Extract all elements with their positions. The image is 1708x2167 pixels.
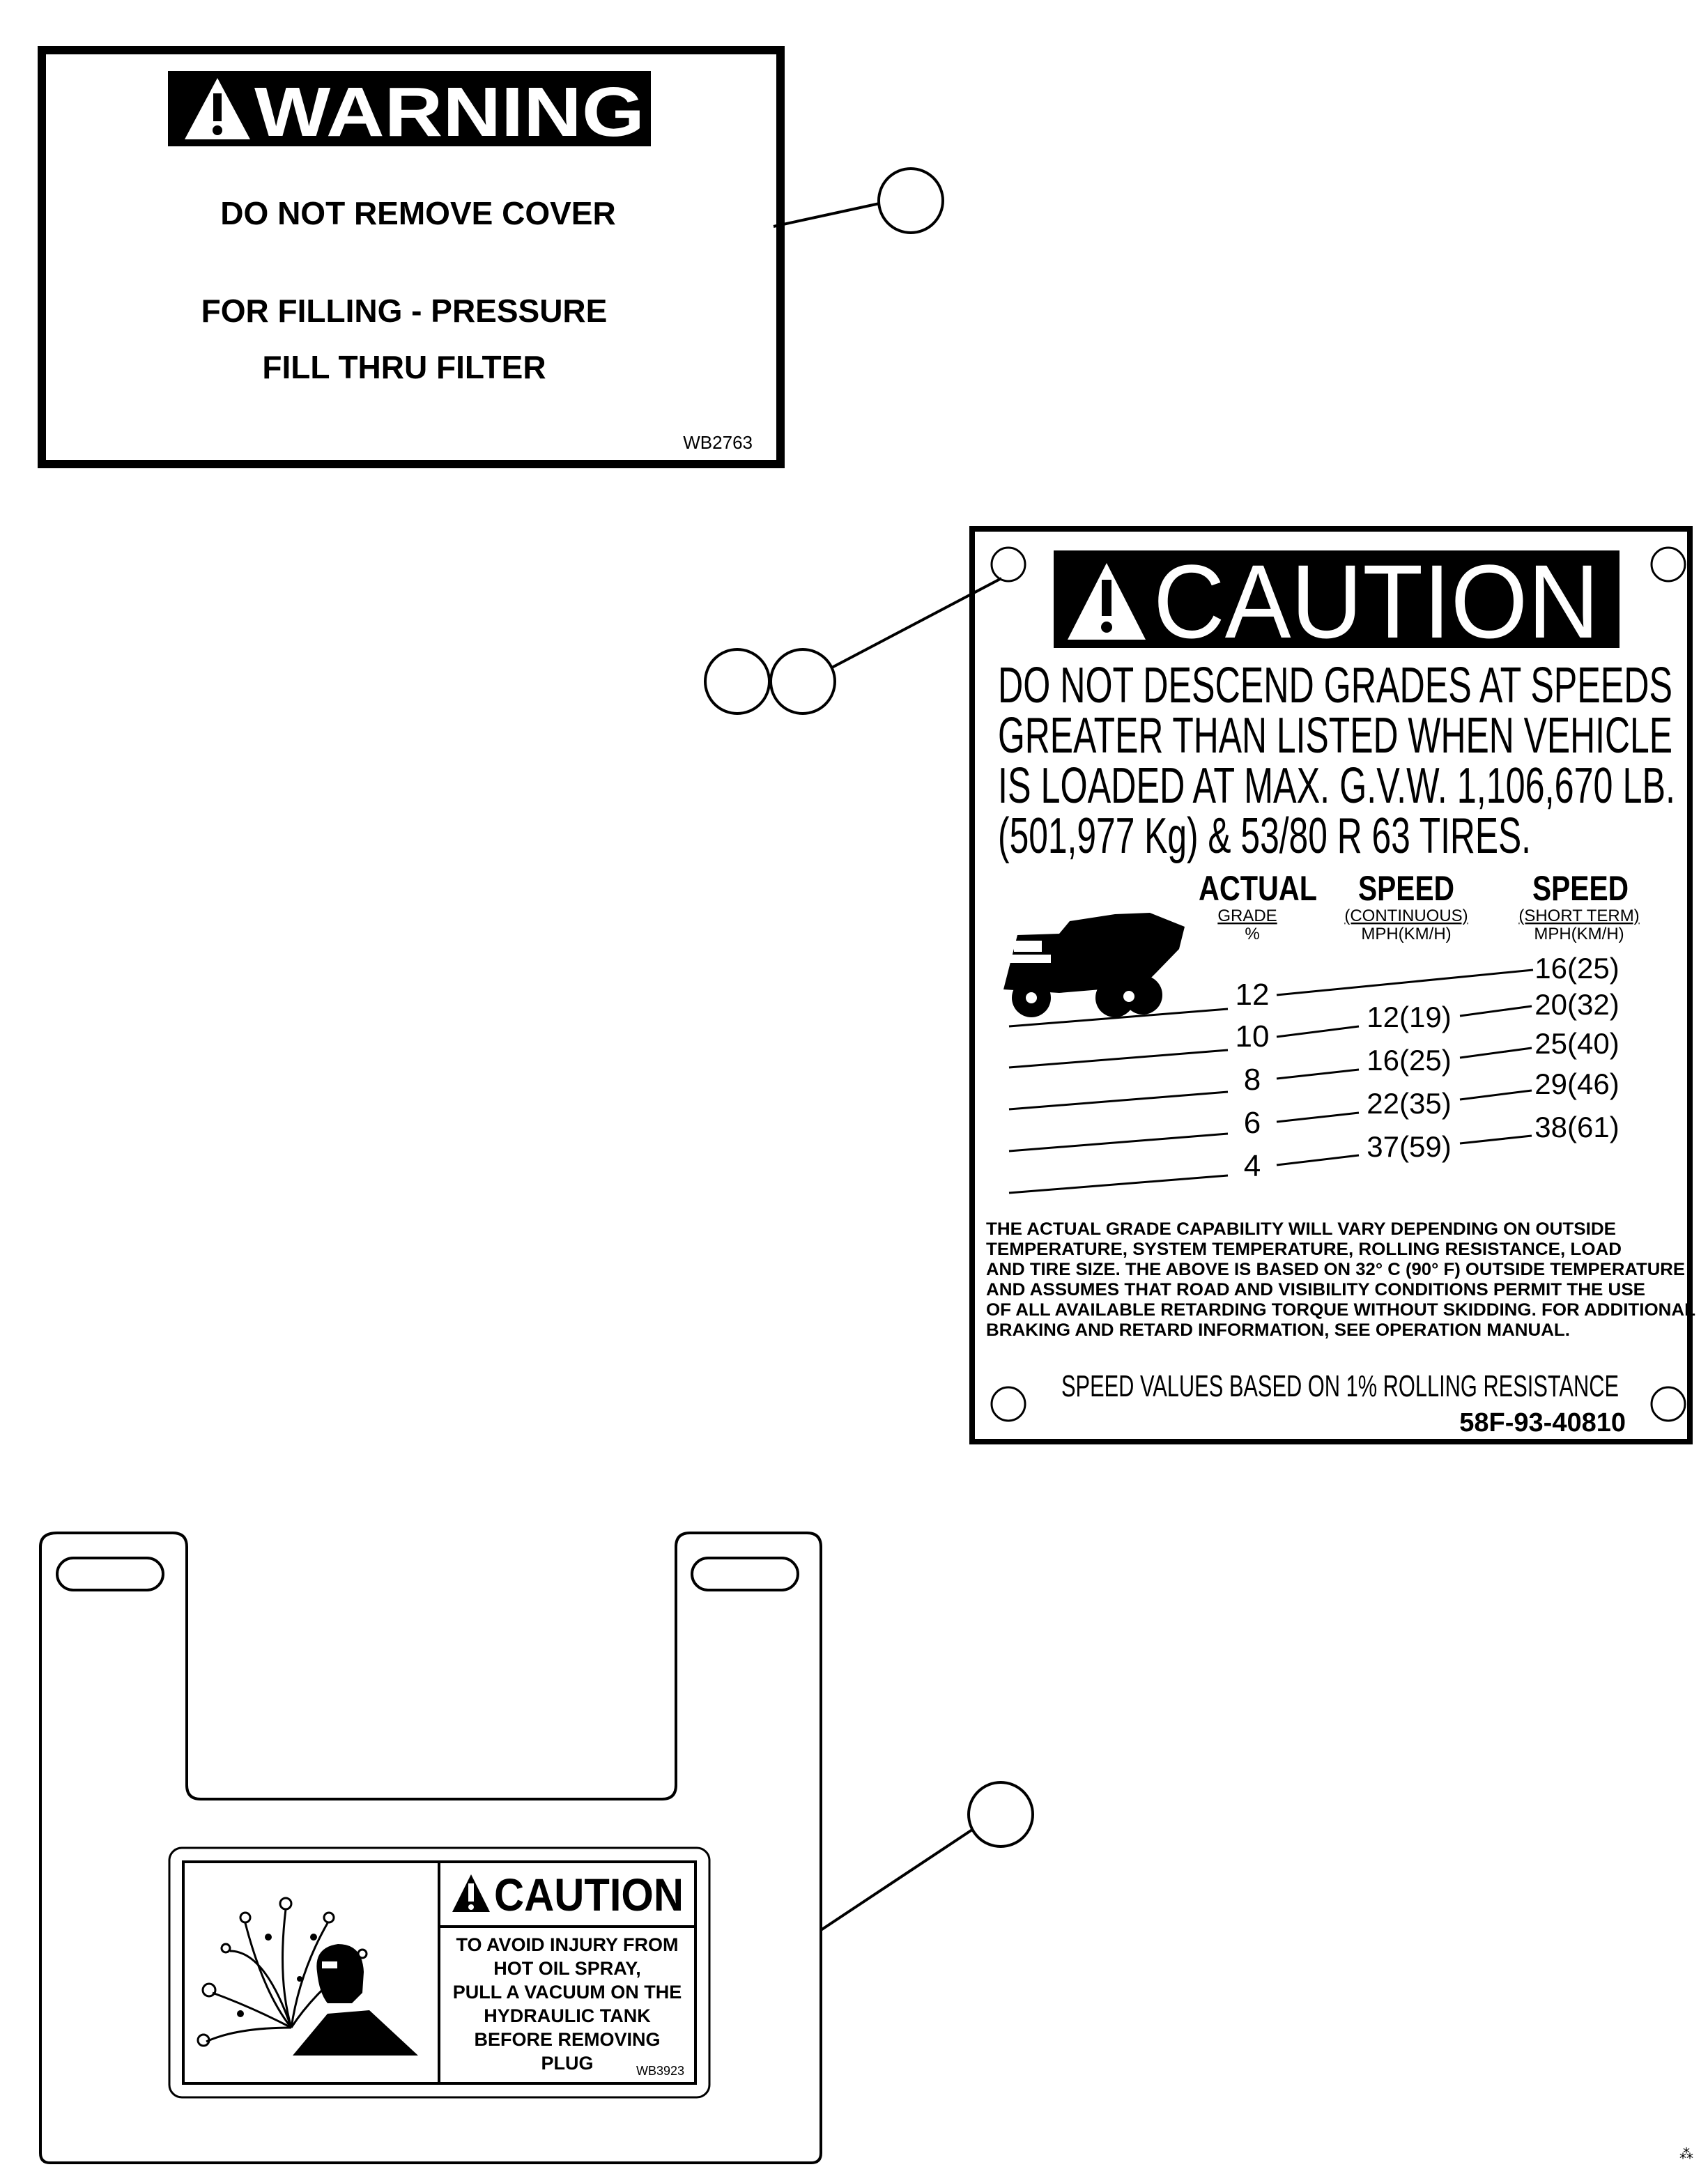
short-term-speed-5: 38(61) bbox=[1534, 1111, 1619, 1143]
continuous-speed-8: 16(25) bbox=[1367, 1044, 1452, 1077]
oil-caution-header-text: CAUTION bbox=[494, 1869, 684, 1920]
grade-col-title: ACTUAL bbox=[1199, 869, 1317, 908]
oil-caution-code: WB3923 bbox=[636, 2064, 684, 2078]
caution-line-1: DO NOT DESCEND GRADES AT SPEEDS bbox=[998, 658, 1672, 714]
grade-value-8: 8 bbox=[1243, 1063, 1261, 1097]
mounting-hole-top-right bbox=[1652, 548, 1685, 581]
corner-mark: ⁂ bbox=[1679, 2147, 1693, 2162]
short-term-speed-1: 16(25) bbox=[1534, 952, 1619, 985]
oil-caution-line-5: BEFORE REMOVING bbox=[474, 2029, 661, 2050]
grade-value-6: 6 bbox=[1243, 1106, 1261, 1140]
oil-caution-line-1: TO AVOID INJURY FROM bbox=[456, 1934, 679, 1955]
mounting-hole-bottom-left bbox=[992, 1387, 1025, 1421]
warning-label bbox=[42, 50, 780, 464]
warning-line-2: FOR FILLING - PRESSURE bbox=[201, 293, 608, 329]
continuous-speed-10: 12(19) bbox=[1367, 1001, 1452, 1033]
warning-line-3: FILL THRU FILTER bbox=[262, 349, 546, 385]
caution-grade-label bbox=[972, 529, 1695, 1442]
short-term-col-unit: MPH(KM/H) bbox=[1534, 925, 1624, 943]
caution-line-2: GREATER THAN LISTED WHEN VEHICLE bbox=[998, 708, 1672, 764]
mounting-hole-bottom-right bbox=[1652, 1387, 1685, 1421]
caution-line-3: IS LOADED AT MAX. G.V.W. 1,106,670 LB. bbox=[998, 758, 1675, 814]
continuous-col-sub: (CONTINUOUS) bbox=[1344, 907, 1468, 925]
caution-line-4: (501,977 Kg) & 53/80 R 63 TIRES. bbox=[998, 808, 1531, 864]
oil-caution-line-6: PLUG bbox=[541, 2053, 594, 2074]
warning-code: WB2763 bbox=[683, 432, 753, 453]
continuous-col-unit: MPH(KM/H) bbox=[1361, 925, 1452, 943]
grade-col-unit: % bbox=[1245, 925, 1260, 943]
caution-oil-label bbox=[169, 1848, 709, 2097]
note-line-1: THE ACTUAL GRADE CAPABILITY WILL VARY DEPENDING ON OUTSIDE bbox=[986, 1219, 1616, 1239]
short-term-speed-3: 25(40) bbox=[1534, 1027, 1619, 1060]
oil-caution-line-3: PULL A VACUUM ON THE bbox=[452, 1982, 682, 2003]
grade-col-sub: GRADE bbox=[1217, 907, 1277, 925]
callout-balloon-3 bbox=[821, 1782, 1033, 1930]
mounting-hole-top-left bbox=[992, 548, 1025, 581]
part-number: 58F-93-40810 bbox=[1459, 1408, 1626, 1437]
note-line-4: AND ASSUMES THAT ROAD AND VISIBILITY CONDITIONS PERMIT THE USE bbox=[986, 1280, 1645, 1300]
note-line-5: OF ALL AVAILABLE RETARDING TORQUE WITHOUT SKIDDING. FOR ADDITIONAL bbox=[986, 1300, 1695, 1320]
note-line-2: TEMPERATURE, SYSTEM TEMPERATURE, ROLLING RESISTANCE, LOAD bbox=[986, 1240, 1622, 1259]
slot-left bbox=[57, 1558, 163, 1590]
continuous-col-title: SPEED bbox=[1358, 869, 1454, 908]
short-term-col-title: SPEED bbox=[1532, 869, 1629, 908]
continuous-speed-4: 37(59) bbox=[1367, 1130, 1452, 1163]
continuous-speed-6: 22(35) bbox=[1367, 1087, 1452, 1120]
slot-right bbox=[692, 1558, 798, 1590]
grade-value-10: 10 bbox=[1235, 1019, 1270, 1054]
note-line-3: AND TIRE SIZE. THE ABOVE IS BASED ON 32° C (90° F) OUTSIDE TEMPERATURE bbox=[986, 1260, 1685, 1279]
grade-value-12: 12 bbox=[1235, 978, 1270, 1012]
warning-line-1: DO NOT REMOVE COVER bbox=[220, 195, 616, 231]
callout-balloon-1 bbox=[774, 169, 943, 233]
caution-header-text: CAUTION bbox=[1153, 543, 1599, 660]
oil-caution-line-2: HOT OIL SPRAY, bbox=[493, 1958, 641, 1979]
warning-header-text: WARNING bbox=[254, 73, 645, 151]
rolling-resistance-footer: SPEED VALUES BASED ON 1% ROLLING RESISTANCE bbox=[1061, 1369, 1619, 1403]
grade-value-4: 4 bbox=[1243, 1149, 1261, 1183]
short-term-speed-2: 20(32) bbox=[1534, 988, 1619, 1021]
short-term-col-sub: (SHORT TERM) bbox=[1518, 907, 1640, 925]
oil-caution-line-4: HYDRAULIC TANK bbox=[484, 2005, 651, 2026]
callout-balloon-2 bbox=[705, 578, 1001, 714]
note-line-6: BRAKING AND RETARD INFORMATION, SEE OPERATION MANUAL. bbox=[986, 1320, 1570, 1340]
short-term-speed-4: 29(46) bbox=[1534, 1067, 1619, 1100]
